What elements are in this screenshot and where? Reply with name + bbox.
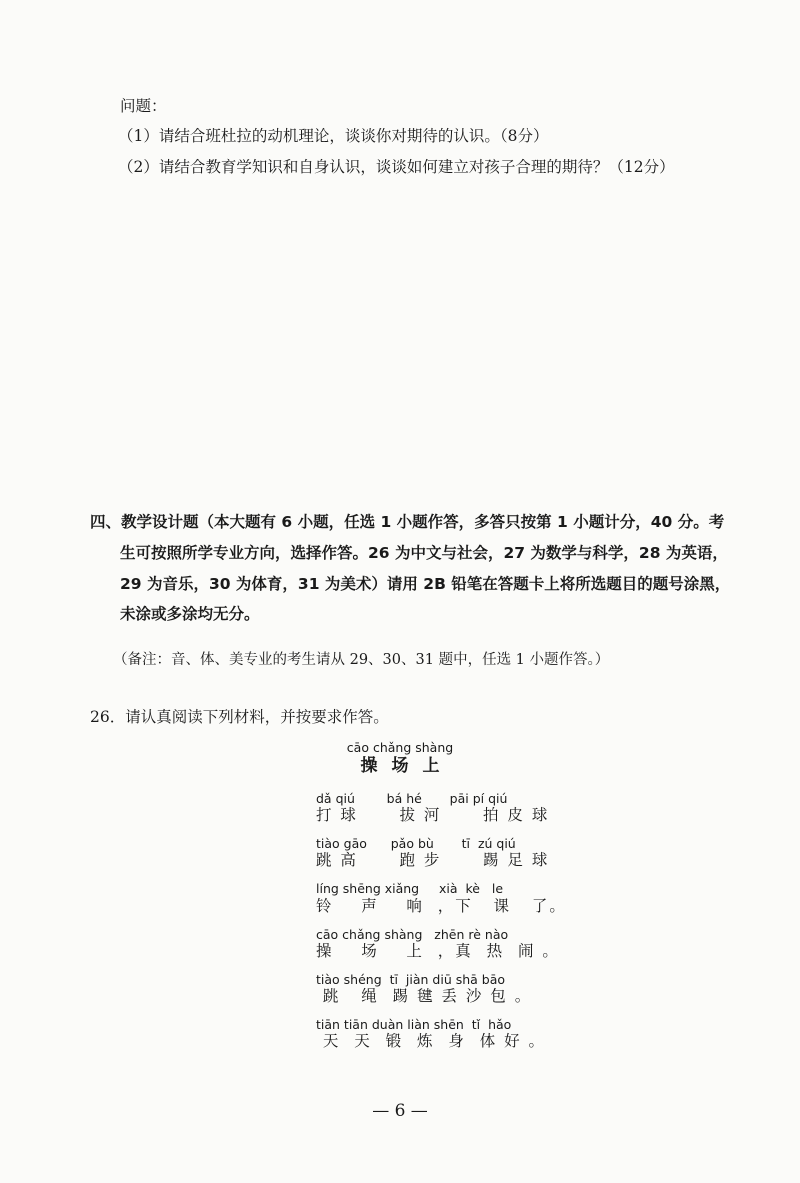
poem-title: 操场上	[360, 756, 454, 776]
poem-line-4: 操 场 上 ，真 热 闹 。	[316, 942, 560, 960]
poem-line-4-pinyin: cāo chǎng shàng zhēn rè nào	[316, 927, 509, 942]
poem-line-3-pinyin: líng shēng xiǎng xià kè le	[316, 881, 504, 896]
poem-line-1-pinyin: dǎ qiú bá hé pāi pí qiú	[316, 791, 508, 806]
note: （备注：音、体、美专业的考生请从 29、30、31 题中，任选 1 小题作答。）	[113, 652, 610, 668]
poem-line-1: 打 球 拔 河 拍 皮 球	[316, 806, 550, 824]
poem-title-pinyin: cāo chǎng shàng	[346, 740, 454, 755]
poem-line-6: 天 天 锻 炼 身 体 好 。	[316, 1032, 547, 1050]
section-4-line-2: 生可按照所学专业方向，选择作答。26 为中文与社会，27 为数学与科学，28 为英语，	[120, 544, 728, 562]
section-4-line-4: 未涂或多涂均无分。	[120, 605, 260, 623]
page-number: — 6 —	[372, 1101, 428, 1121]
question-1: （1）请结合班杜拉的动机理论，谈谈你对期待的认识。（8分）	[118, 127, 549, 145]
poem-line-2: 跳 高 跑 步 踢 足 球	[316, 851, 550, 869]
question-2: （2）请结合教育学知识和自身认识，谈谈如何建立对孩子合理的期待？（12分）	[118, 158, 675, 176]
section-4-line-3: 29 为音乐，30 为体育，31 为美术）请用 2B 铅笔在答题卡上将所选题目的题号涂黑，	[120, 575, 731, 593]
section-4-line-1: 四、教学设计题（本大题有 6 小题，任选 1 小题作答，多答只按第 1 小题计分，40 分。考	[90, 513, 725, 531]
poem-line-3: 铃 声 响 ，下 课 了。	[316, 897, 567, 915]
poem-line-5-pinyin: tiào shéng tī jiàn diū shā bāo	[316, 972, 506, 987]
poem-line-6-pinyin: tiān tiān duàn liàn shēn tǐ hǎo	[316, 1017, 512, 1032]
question-26: 26．请认真阅读下列材料，并按要求作答。	[90, 708, 389, 726]
questions-header: 问题：	[120, 97, 167, 115]
poem-line-2-pinyin: tiào gāo pǎo bù tī zú qiú	[316, 836, 516, 851]
poem-line-5: 跳 绳 踢 毽 丢 沙 包 。	[316, 987, 533, 1005]
